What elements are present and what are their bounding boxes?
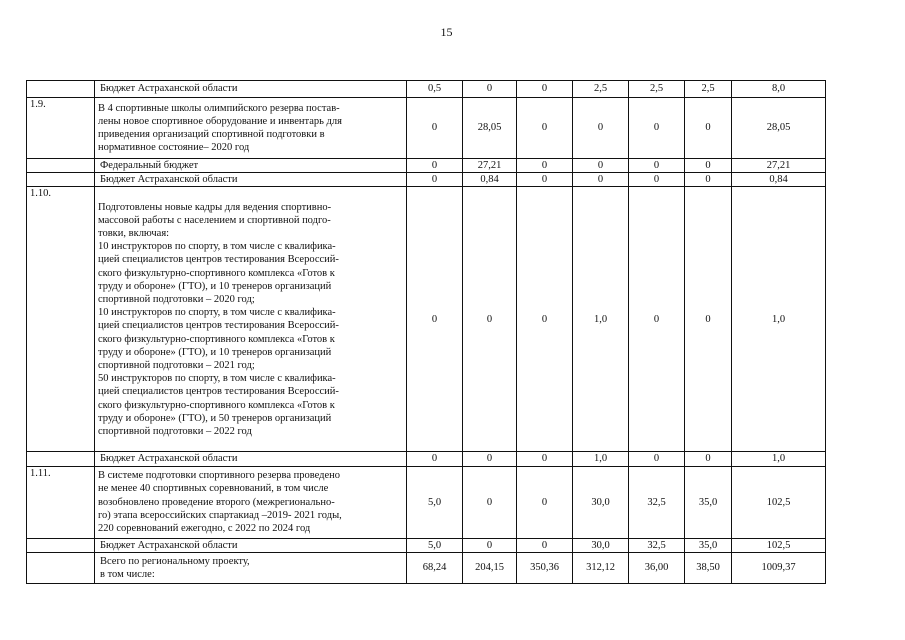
value-total: 0,84	[732, 173, 826, 187]
value-cell: 0	[517, 187, 573, 452]
description-line: труду и обороне» (ГТО), и 50 тренеров организаций	[98, 412, 332, 424]
value-cell: 0	[573, 173, 629, 187]
value-total: 8,0	[732, 81, 826, 98]
value-cell: 1,0	[573, 187, 629, 452]
value-cell: 2,5	[685, 81, 732, 98]
table-row	[27, 187, 826, 452]
description-line: Бюджет Астраханской области	[100, 453, 238, 465]
value-cell: 0	[517, 452, 573, 466]
row-number	[27, 552, 95, 583]
row-number	[27, 159, 95, 173]
value-cell: 0	[407, 187, 463, 452]
description-line: цией специалистов центров тестирования Всероссий-	[98, 320, 339, 332]
value-cell: 0	[629, 187, 685, 452]
description-line: спортивной подготовки – 2020 год;	[98, 294, 255, 305]
row-number: 1.11.	[27, 466, 95, 538]
value-total: 1,0	[732, 187, 826, 452]
value-cell: 30,0	[573, 538, 629, 552]
value-cell: 0	[629, 452, 685, 466]
value-cell: 0	[517, 98, 573, 159]
row-description	[95, 81, 407, 98]
value-cell: 350,36	[517, 552, 573, 583]
value-total: 1,0	[732, 452, 826, 466]
row-description	[95, 538, 407, 552]
value-cell: 32,5	[629, 538, 685, 552]
description-line: В 4 спортивные школы олимпийского резерва постав-	[98, 102, 340, 114]
description-line: цией специалистов центров тестирования Всероссий-	[98, 254, 339, 266]
value-cell: 0	[573, 98, 629, 159]
value-cell: 0	[517, 466, 573, 538]
description-line: не менее 40 спортивных соревнований, в том числе	[98, 483, 329, 495]
row-number	[27, 452, 95, 466]
value-cell: 0	[629, 173, 685, 187]
value-cell: 0	[407, 159, 463, 173]
description-line: В системе подготовки спортивного резерва проведено	[98, 470, 341, 482]
value-total: 28,05	[732, 98, 826, 159]
description-line: 10 инструкторов по спорту, в том числе с квалифика-	[98, 241, 336, 253]
row-description	[95, 452, 407, 466]
value-cell: 0	[407, 98, 463, 159]
description-line: приведения организаций спортивной подготовки в	[98, 129, 325, 140]
table-row	[27, 173, 826, 187]
value-cell: 5,0	[407, 466, 463, 538]
value-cell: 0,84	[463, 173, 517, 187]
description-line: Бюджет Астраханской области	[100, 539, 238, 551]
description-line: труду и обороне» (ГТО), и 10 тренеров организаций	[98, 280, 332, 292]
row-description	[95, 187, 407, 452]
value-cell: 0	[407, 452, 463, 466]
value-cell: 0	[573, 159, 629, 173]
budget-table	[26, 80, 826, 584]
description-line: Федеральный бюджет	[100, 160, 199, 171]
value-cell: 312,12	[573, 552, 629, 583]
description-line: 220 соревнований ежегодно, с 2022 по 2024 год	[98, 522, 311, 534]
value-cell: 30,0	[573, 466, 629, 538]
value-cell: 0	[517, 159, 573, 173]
value-cell: 35,0	[685, 538, 732, 552]
value-cell: 0	[685, 187, 732, 452]
value-cell: 32,5	[629, 466, 685, 538]
description-line: возобновлено проведение второго (межрегионально-	[98, 496, 335, 508]
table-row	[27, 538, 826, 552]
value-cell: 2,5	[629, 81, 685, 98]
description-line: лены новое спортивное оборудование и инвентарь для	[98, 115, 342, 127]
description-line: ского физкультурно-спортивного комплекса «Готов к	[98, 267, 335, 279]
value-total: 1009,37	[732, 552, 826, 583]
table-row	[27, 466, 826, 538]
value-total: 102,5	[732, 538, 826, 552]
table-row	[27, 98, 826, 159]
value-cell: 0	[629, 159, 685, 173]
description-line: нормативное состояние– 2020 год	[98, 142, 250, 154]
value-cell: 36,00	[629, 552, 685, 583]
description-line: ского физкультурно-спортивного комплекса «Готов к	[98, 399, 335, 411]
row-description	[95, 466, 407, 538]
page-number: 15	[440, 25, 453, 39]
row-description	[95, 159, 407, 173]
description-line: Всего по региональному проекту,	[100, 555, 250, 567]
description-line: спортивной подготовки – 2021 год;	[98, 360, 255, 372]
value-cell: 0	[629, 98, 685, 159]
value-cell: 0	[685, 173, 732, 187]
value-cell: 204,15	[463, 552, 517, 583]
description-line: спортивной подготовки – 2022 год	[98, 426, 252, 438]
value-cell: 0	[407, 173, 463, 187]
value-cell: 0	[463, 187, 517, 452]
description-line: 50 инструкторов по спорту, в том числе с квалифика-	[98, 373, 336, 385]
value-cell: 5,0	[407, 538, 463, 552]
row-description	[95, 552, 407, 583]
table-row	[27, 159, 826, 173]
row-description	[95, 98, 407, 159]
row-number	[27, 81, 95, 98]
description-line: в том числе:	[100, 568, 155, 580]
value-cell: 0	[517, 538, 573, 552]
value-cell: 68,24	[407, 552, 463, 583]
value-cell: 0	[685, 452, 732, 466]
description-line: массовой работы с населением и спортивной подго-	[98, 214, 331, 226]
value-cell: 0	[463, 538, 517, 552]
description-line: Бюджет Астраханской области	[100, 174, 238, 186]
value-cell: 0	[463, 466, 517, 538]
table-row	[27, 81, 826, 98]
value-total: 102,5	[732, 466, 826, 538]
value-cell: 0	[685, 98, 732, 159]
value-cell: 0,5	[407, 81, 463, 98]
table-row	[27, 552, 826, 583]
value-cell: 0	[685, 159, 732, 173]
value-cell: 0	[517, 173, 573, 187]
value-cell: 0	[463, 452, 517, 466]
row-number: 1.10.	[27, 187, 95, 452]
row-number	[27, 538, 95, 552]
value-cell: 0	[463, 81, 517, 98]
value-cell: 27,21	[463, 159, 517, 173]
description-line: го) этапа всероссийских спартакиад –2019- 2021 годы,	[98, 509, 342, 521]
value-cell: 38,50	[685, 552, 732, 583]
row-number	[27, 173, 95, 187]
description-line: Подготовлены новые кадры для ведения спортивно-	[98, 201, 332, 213]
description-line: товки, включая:	[98, 227, 170, 239]
description-line: ского физкультурно-спортивного комплекса «Готов к	[98, 333, 335, 345]
value-cell: 35,0	[685, 466, 732, 538]
value-total: 27,21	[732, 159, 826, 173]
value-cell: 28,05	[463, 98, 517, 159]
description-line: 10 инструкторов по спорту, в том числе с квалифика-	[98, 307, 336, 319]
description-line: труду и обороне» (ГТО), и 10 тренеров организаций	[98, 346, 332, 358]
value-cell: 2,5	[573, 81, 629, 98]
row-number: 1.9.	[27, 98, 95, 159]
value-cell: 0	[517, 81, 573, 98]
value-cell: 1,0	[573, 452, 629, 466]
row-description	[95, 173, 407, 187]
description-line: Бюджет Астраханской области	[100, 83, 238, 95]
table-row	[27, 452, 826, 466]
description-line: цией специалистов центров тестирования Всероссий-	[98, 386, 339, 398]
